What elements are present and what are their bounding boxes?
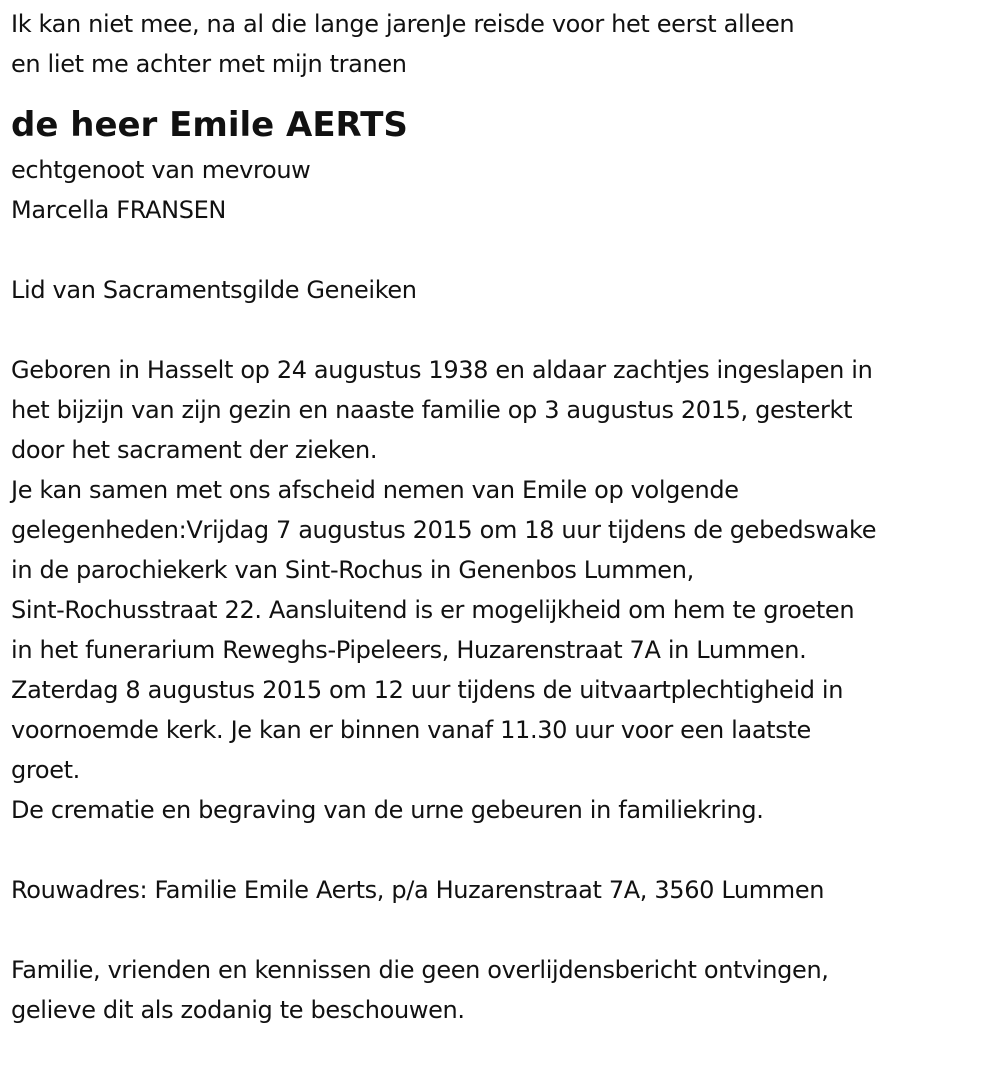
body-line: gelegenheden:Vrijdag 7 augustus 2015 om 18 uur tijdens de gebedswake [11,516,877,544]
body-line: in het funerarium Reweghs-Pipeleers, Huzarenstraat 7A in Lummen. [11,636,807,664]
spouse-line-1: echtgenoot van mevrouw [11,156,311,184]
body-line: De crematie en begraving van de urne gebeuren in familiekring. [11,796,764,824]
closing-line-1: Familie, vrienden en kennissen die geen overlijdensbericht ontvingen, [11,956,829,984]
body-line: het bijzijn van zijn gezin en naaste familie op 3 augustus 2015, gesterkt [11,396,853,424]
body-line: voornoemde kerk. Je kan er binnen vanaf 11.30 uur voor een laatste [11,716,811,744]
membership-line: Lid van Sacramentsgilde Geneiken [11,276,417,304]
body-line: door het sacrament der zieken. [11,436,378,464]
body-line: Sint-Rochusstraat 22. Aansluitend is er mogelijkheid om hem te groeten [11,596,855,624]
body-line: in de parochiekerk van Sint-Rochus in Genenbos Lummen, [11,556,694,584]
poem-line-2: en liet me achter met mijn tranen [11,50,407,78]
body-line: Je kan samen met ons afscheid nemen van Emile op volgende [11,476,739,504]
obituary-notice [11,4,991,1030]
mourning-address: Rouwadres: Familie Emile Aerts, p/a Huzarenstraat 7A, 3560 Lummen [11,876,825,904]
spouse-line-2: Marcella FRANSEN [11,196,227,224]
poem-line-1: Ik kan niet mee, na al die lange jarenJe reisde voor het eerst alleen [11,10,795,38]
body-line: groet. [11,756,80,784]
body-line: Geboren in Hasselt op 24 augustus 1938 en aldaar zachtjes ingeslapen in [11,356,873,384]
spacer [11,910,991,950]
closing-line-2: gelieve dit als zodanig te beschouwen. [11,996,465,1024]
spacer [11,310,991,350]
body-line: Zaterdag 8 augustus 2015 om 12 uur tijdens de uitvaartplechtigheid in [11,676,844,704]
deceased-name: de heer Emile AERTS [11,105,408,145]
spacer [11,830,991,870]
spacer [11,230,991,270]
